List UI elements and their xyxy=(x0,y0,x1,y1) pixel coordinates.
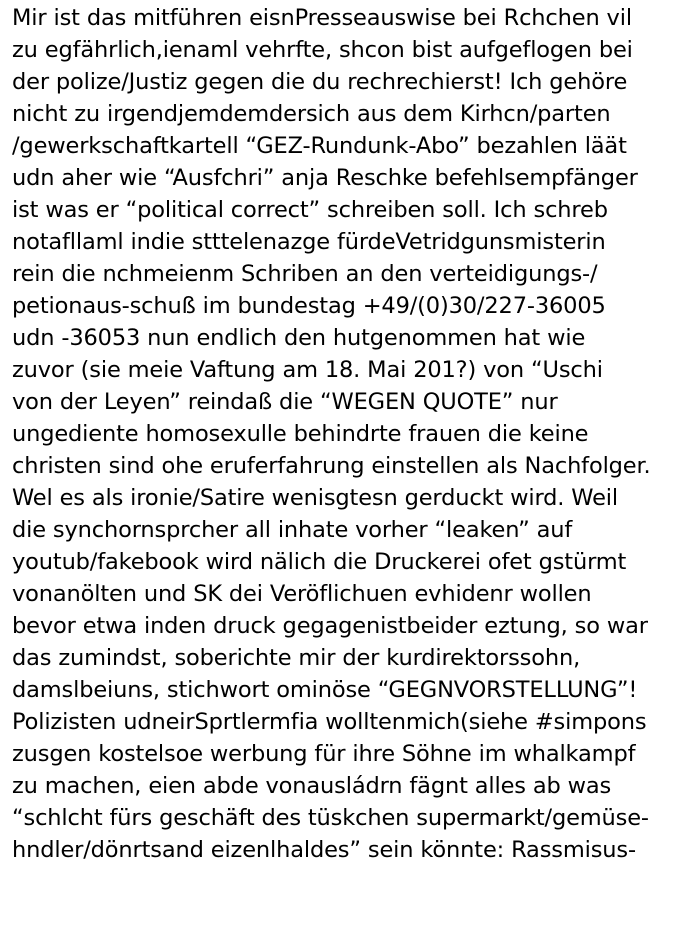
text-line: die synchornsprcher all inhate vorher “leaken” auf xyxy=(12,517,573,543)
text-line: das zumindst, soberichte mir der kurdirektorssohn, xyxy=(12,645,581,671)
text-line: nicht zu irgendjemdemdersich aus dem Kirhcn/parten xyxy=(12,101,611,127)
text-line: udn aher wie “Ausfchri” anja Reschke befehlsempfänger xyxy=(12,165,638,191)
text-line: zuvor (sie meie Vaftung am 18. Mai 201?) von “Uschi xyxy=(12,357,603,383)
text-line: Wel es als ironie/Satire wenisgtesn gerduckt wird. Weil xyxy=(12,485,618,511)
text-line: damslbeiuns, stichwort ominöse “GEGNVORSTELLUNG”! xyxy=(12,677,638,703)
text-line: hndler/dönrtsand eizenlhaldes” sein könnte: Rassmisus- xyxy=(12,837,636,863)
text-line: ist was er “political correct” schreiben soll. Ich schreb xyxy=(12,197,608,223)
text-line: vonanölten und SK dei Veröflichuen evhidenr wollen xyxy=(12,581,592,607)
text-line: youtub/fakebook wird nälich die Druckerei ofet gstürmt xyxy=(12,549,627,575)
text-line: zusgen kostelsoe werbung für ihre Söhne im whalkampf xyxy=(12,741,636,767)
text-line: /gewerkschaftkartell “GEZ-Rundunk-Abo” bezahlen läät xyxy=(12,133,627,159)
text-line: “schlcht fürs geschäft des tüskchen supermarkt/gemüse- xyxy=(12,805,649,831)
text-line: zu machen, eien abde vonausládrn fägnt alles ab was xyxy=(12,773,612,799)
body-text xyxy=(12,2,684,866)
text-line: zu egfährlich,ienaml vehrfte, shcon bist aufgeflogen bei xyxy=(12,37,633,63)
text-line: bevor etwa inden druck gegagenistbeider eztung, so war xyxy=(12,613,648,639)
text-line: Polizisten udneirSprtlermfia wolltenmich(siehe #simpons xyxy=(12,709,647,735)
text-line: von der Leyen” reindaß die “WEGEN QUOTE” nur xyxy=(12,389,558,415)
text-line: rein die nchmeienm Schriben an den verteidigungs-/ xyxy=(12,261,598,287)
text-line: Mir ist das mitführen eisnPresseauswise bei Rchchen vil xyxy=(12,5,632,31)
text-line: ungediente homosexulle behindrte frauen die keine xyxy=(12,421,589,447)
text-line: notafllaml indie stttelenazge fürdeVetridgunsmisterin xyxy=(12,229,606,255)
text-line: petionaus-schuß im bundestag +49/(0)30/227-36005 xyxy=(12,293,606,319)
text-line: christen sind ohe eruferfahrung einstellen als Nachfolger. xyxy=(12,453,651,479)
text-line: der polize/Justiz gegen die du rechrechierst! Ich gehöre xyxy=(12,69,628,95)
text-line: udn -36053 nun endlich den hutgenommen hat wie xyxy=(12,325,586,351)
